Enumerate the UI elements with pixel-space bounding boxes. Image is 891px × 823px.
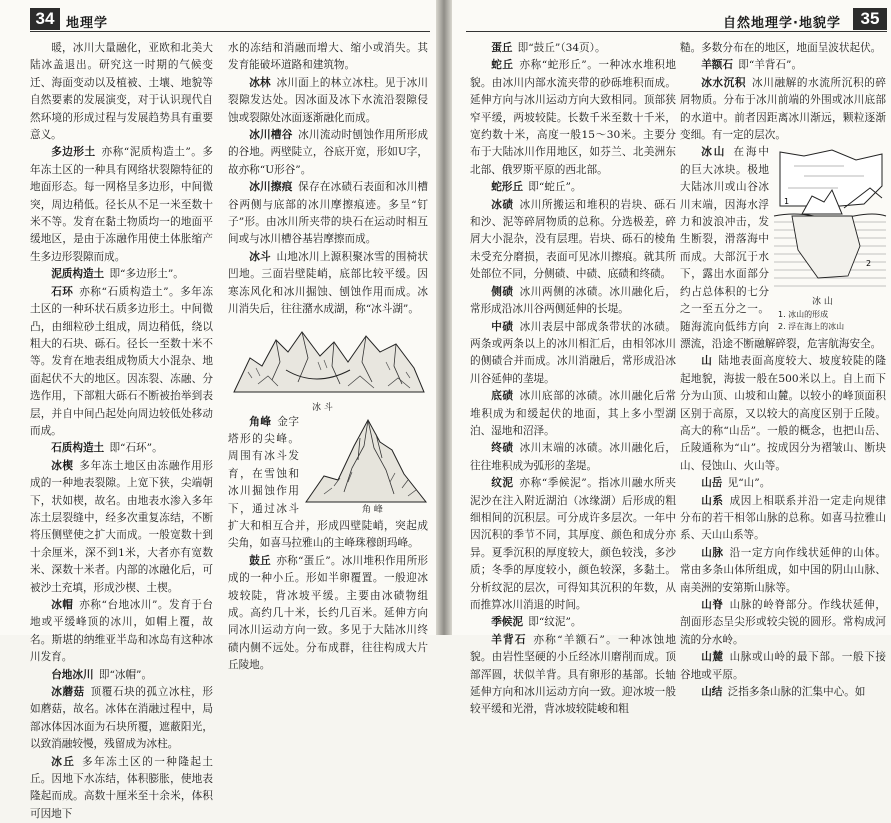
entry-term: 冰碛 — [491, 198, 514, 211]
entry-term: 冰楔 — [51, 459, 74, 472]
horn-illustration — [304, 416, 428, 506]
iceberg-illustration — [774, 146, 886, 292]
entry-definition: 冰川融解的水流所沉积的碎屑物质。分布于冰川前端的外围或冰川底部的水道中。前者因距离冰川渐远，颗粒逐渐变细。有一定的层次。 — [680, 76, 887, 142]
left-page — [0, 0, 436, 820]
cirque-figure — [228, 322, 428, 414]
figure-caption: 冰 斗 — [312, 402, 333, 413]
glossary-entry — [680, 493, 886, 545]
entry-definition: 即“纹泥”。 — [528, 616, 582, 629]
entry-definition: 冰川所搬运和堆积的岩块、砾石和沙、泥等碎屑物质的总称。分选极差，碎屑大小混杂，没有层理。岩块、砾石的棱角未受充分磨损，表面可见冰川擦痕。就其所处部位不同，分侧碛、中碛、底碛和终碛。 — [470, 198, 677, 281]
entry-term: 台地冰川 — [51, 668, 94, 681]
entry-definition: 即“冰帽”。 — [98, 668, 153, 681]
entry-term: 山麓 — [701, 651, 724, 664]
column-1 — [30, 40, 214, 820]
entry-term: 冰川擦痕 — [249, 181, 293, 194]
entry-term: 山岳 — [701, 477, 723, 490]
entry-definition: 山脉的岭脊部分。作线状延伸，剖面形态呈尖形或较尖锐的圆形。常构成河流的分水岭。 — [680, 599, 887, 646]
entry-term: 山 — [701, 355, 713, 368]
glossary-entry — [470, 57, 676, 179]
column-3 — [470, 40, 677, 716]
entry-term: 山脊 — [701, 599, 724, 611]
header-rule — [30, 31, 430, 32]
entry-term: 侧碛 — [491, 285, 514, 298]
glossary-entry — [228, 179, 428, 249]
entry-term: 石环 — [51, 285, 74, 298]
entry-definition: 冰川面上的林立冰柱。见于冰川裂隙发达处。因冰面及冰下水流沿裂隙侵蚀或裂隙处冰面逐渐融化而成。 — [228, 76, 429, 124]
entry-definition: 亦称“蛋丘”。冰川堆积作用所形成的一种小丘。形如半卵覆置。一般迎冰坡较陡，背冰坡平缓。主要由冰碛物组成。高约几十米，长约几百米。延伸方向同冰川运动方向一致。多见于大陆冰川终碛内侧不远处。分布成群，往往构成大片丘陵地。 — [228, 554, 428, 672]
glossary-entry — [470, 475, 676, 614]
entry-definition: 亦称“石质构造土”。多年冻土区的一种环状石质多边形土。中间微凸，由细粒砂土组成，周边稍低，绕以粗大的石块、砾石。径长一至数十米不等。发育在地表组成物质大小混杂、地面起伏不大的地区。因冻裂、冻融、分选作用，下部粗大砾石不断被抬举到表层，并自中间凸起处向周边较低处移动而成。 — [30, 285, 213, 437]
glossary-entry — [470, 179, 676, 196]
entry-term: 石质构造土 — [51, 442, 105, 455]
entries — [228, 40, 428, 319]
entry-definition: 即“石环”。 — [109, 442, 163, 455]
book-gutter — [436, 0, 452, 635]
glossary-entry — [30, 144, 213, 266]
glossary-entry — [680, 75, 886, 145]
glossary-entry — [228, 127, 428, 179]
glossary-entry — [470, 197, 676, 284]
glossary-entry — [680, 475, 886, 492]
glossary-entry — [30, 440, 213, 457]
glossary-entry — [30, 458, 213, 597]
glossary-entry — [30, 40, 213, 144]
figure-caption: 冰 山 — [812, 297, 833, 308]
running-title: 自然地理学·地貌学 — [723, 16, 841, 31]
entry-term: 蛇丘 — [491, 59, 514, 72]
entry-term: 冰蘑菇 — [51, 686, 85, 699]
glossary-entry — [680, 57, 886, 74]
entry-definition: 顶覆石块的孤立冰柱，形如蘑菇，故名。冰体在消融过程中，局部冰体因冰面为石块所覆，遮蔽阳光，以致消融较慢，残留成为冰柱。 — [30, 686, 214, 751]
glossary-entry — [228, 249, 428, 319]
glossary-entry — [470, 40, 676, 57]
page-number: 34 — [30, 8, 60, 30]
entry-definition: 冰川流动时刨蚀作用所形成的谷地。两壁陡立，谷底开宽，形如U字，故亦称“U形谷”。 — [228, 129, 429, 176]
glossary-entry — [470, 614, 676, 631]
entry-term: 角峰 — [249, 415, 272, 428]
entry-definition: 即“鼓丘”（34页）。 — [517, 42, 606, 54]
glossary-entry — [30, 266, 213, 283]
cirque-illustration — [228, 322, 428, 400]
entry-definition: 暖，冰川大量融化，亚欧和北美大陆冰盖退出。研究这一时期的气候变迁、海面变动以及植被、土壤、地貌等自然要素的发展演变，对于认识现代自然环境的形成过程与发展趋势具有重要意义。 — [30, 42, 213, 142]
glossary-entry — [30, 284, 213, 441]
figure-legend: 2. 浮在海上的冰山 — [778, 322, 845, 332]
entry-term: 终碛 — [491, 442, 514, 455]
entries — [680, 40, 886, 144]
entry-term: 纹泥 — [491, 477, 514, 490]
entries — [30, 40, 213, 823]
entry-definition: 即“蛇丘”。 — [528, 181, 582, 194]
entry-term: 鼓丘 — [249, 554, 271, 567]
entry-definition: 亦称“季候泥”。指冰川融水所夹泥沙在注入附近湖泊（冰缘湖）后形成的粗细相间的沉积层。可分成许多层次。一年中因沉积的季节不同，其厚度、颜色和成分亦异。夏季沉积的厚度较大，颜色较浅，多沙质；冬季的厚度较小，颜色较深，多黏土。分析纹泥的层次，可得知其沉积的年数，从而推算冰川消退的时间。 — [470, 477, 676, 611]
glossary-entry — [680, 353, 886, 475]
entry-term: 泥质构造土 — [51, 268, 105, 281]
entry-definition: 亦称“泥质构造土”。多年冻土区的一种具有网络状裂隙特征的地面形态。每一网格呈多边形，中间微突，周边稍低。径长从不足一米至数十米不等。发育在黏土物质均一的地面平缓地区，是由于冻融作用使土体胀缩产生多边形裂隙而成。 — [30, 146, 213, 263]
entry-term: 底碛 — [491, 390, 514, 403]
entry-term: 冰斗 — [249, 250, 271, 263]
entry-definition: 金字塔形的尖峰。周围有冰斗发育，在雪蚀和冰川掘蚀作用下，通过冰斗扩大和相互合并，形成四壁陡峭，突起成尖角，如喜马拉雅山的主峰珠穆朗玛峰。 — [228, 415, 428, 550]
entry-definition: 亦称“台地冰川”。发育于台地或平缓峰顶的冰川，如帽上覆，故名。斯堪的纳维亚半岛和冰岛有这种冰川发育。 — [30, 599, 213, 664]
entry-term: 冰山 — [701, 146, 727, 159]
entry-term: 冰川槽谷 — [249, 129, 293, 142]
glossary-entry — [30, 597, 213, 667]
entry-term: 中碛 — [491, 320, 514, 333]
entry-term: 山脉 — [701, 546, 724, 559]
entry-term: 冰丘 — [51, 755, 76, 768]
figure-marker: 2 — [866, 259, 872, 269]
running-title: 地理学 — [66, 16, 109, 31]
horn-figure — [304, 416, 428, 518]
entry-definition: 山地冰川上源积聚冰雪的围椅状凹地。三面岩壁陡峭，底部比较平缓。因寒冻风化和冰川掘蚀、刨蚀作用而成。冰川消失后，往往潴水成湖，称“冰斗湖”。 — [228, 250, 429, 316]
entry-definition: 冰川末端的冰碛。冰川融化后，往往堆积成为弧形的垄堤。 — [470, 442, 677, 472]
glossary-entry — [680, 597, 886, 649]
glossary-entry — [470, 319, 676, 389]
column-4 — [680, 40, 887, 699]
entry-term: 冰林 — [249, 76, 271, 89]
page-number: 35 — [853, 8, 887, 30]
horn-entry-block — [228, 414, 428, 553]
entry-term: 冰水沉积 — [701, 76, 747, 89]
glossary-entry — [470, 632, 676, 719]
iceberg-entry-block — [680, 144, 886, 353]
glossary-entry — [228, 75, 428, 127]
header-rule — [466, 31, 887, 32]
column-2 — [228, 40, 429, 672]
iceberg-figure — [774, 146, 886, 332]
entry-definition: 糙。多数分布在的地区，地面呈波状起伏。 — [680, 42, 882, 54]
entry-definition: 泛指多条山脉的汇集中心。如 — [727, 686, 866, 699]
glossary-entry — [30, 667, 213, 684]
entry-term: 羊额石 — [701, 59, 733, 72]
glossary-entry — [30, 684, 213, 754]
entry-definition: 沿一定方向作线状延伸的山体。常由多条山体所组成，如中国的阴山山脉、南美洲的安第斯山脉等。 — [680, 546, 887, 594]
glossary-entry — [680, 649, 886, 684]
entry-definition: 陆地表面高度较大、坡度较陡的隆起地貌，海拔一般在500米以上。自上而下分为山顶、山坡和山麓。以较小的峰顶面积区别于高原，又以较大的高度区别于丘陵。高大的称“山岳”。一般的概念，也把山岳、丘陵通称为“山”。按成因分为褶皱山、断块山、侵蚀山、火山等。 — [680, 355, 887, 472]
entry-term: 季候泥 — [491, 616, 523, 629]
glossary-entry — [680, 545, 886, 597]
figure-legend: 1. 冰山的形成 — [778, 310, 829, 320]
entries — [470, 40, 676, 719]
entry-term: 冰帽 — [51, 599, 74, 611]
glossary-entry — [680, 684, 886, 701]
entry-definition: 在海中的巨大冰块。极地大陆冰川或山谷冰川末端，因海水浮力和波浪冲击，发生断裂，滑落海中而成。大部沉于水下，露出水面部分约占总体积的七分之一至五分之一。随海流向低纬方向漂流，沿途不断融解碎裂，危害航海安全。 — [680, 146, 882, 350]
glossary-entry — [228, 40, 428, 75]
figure-marker: 1 — [784, 197, 790, 207]
glossary-entry — [30, 754, 213, 823]
entry-definition: 冰川底部的冰碛。冰川融化后常堆积成为和缓起伏的地面，其上多小型湖泊、湿地和沼泽。 — [470, 390, 677, 437]
entry-definition: 即“多边形土”。 — [109, 268, 184, 281]
entry-definition: 多年冻土区的一种隆起土丘。因地下水冻结，体积膨胀，使地表隆起而成。高数十厘米至十余米，体积可因地下 — [30, 755, 214, 820]
entry-definition: 冰川表层中部成条带状的冰碛。两条或两条以上的冰川相汇后，由相邻冰川的侧碛合并而成。冰川消融后，常形成沿冰川谷延伸的垄堤。 — [470, 320, 677, 385]
entry-definition: 见“山”。 — [727, 477, 771, 490]
glossary-entry — [680, 40, 886, 57]
entry-term: 山系 — [701, 494, 724, 507]
entries — [228, 553, 428, 675]
entry-definition: 即“羊背石”。 — [738, 59, 803, 72]
glossary-entry — [470, 284, 676, 319]
glossary-entry — [228, 553, 428, 675]
glossary-entry — [470, 388, 676, 440]
entry-definition: 冰川两侧的冰碛。冰川融化后，常形成沿冰川谷两侧延伸的长堤。 — [470, 285, 677, 316]
entry-term: 蛇形丘 — [491, 181, 523, 194]
entry-definition: 亦称“羊额石”。一种冰蚀地貌。由岩性坚硬的小丘经冰川磨削而成。顶部浑圆，状似羊背。具有卵形的基部。长轴延伸方向和冰川运动方向一致。迎冰坡一般较平缓和光滑，背冰坡较陡峻和粗 — [470, 633, 676, 716]
entry-definition: 成因上相联系并沿一定走向规律分布的若干相邻山脉的总称。如喜马拉雅山系、天山山系等。 — [680, 494, 887, 542]
figure-caption: 角 峰 — [362, 504, 383, 515]
entry-definition: 多年冻土地区由冻融作用形成的一种地表裂隙。上宽下狭，尖端朝下，状如楔，故名。由地表水渗入多年冻土层裂缝中，经多次重复冻结，不断将压侧壁使之扩大而成。一般宽数十到十余厘米，深不到1米，大者亦有宽数米、深数十米者。内部的冰融化后，可被沙土充填，形成沙楔、土楔。 — [30, 459, 213, 594]
entry-definition: 保存在冰碛石表面和冰川槽谷两侧与底部的冰川摩擦痕迹。多呈“钉子”形。由冰川所夹带的块石在运动时相互间或与冰川槽谷基岩摩擦而成。 — [228, 181, 429, 246]
entry-definition: 亦称“蛇形丘”。一种冰水堆积地貌。由冰川内部水流夹带的砂砾堆积而成。延伸方向与冰川运动方向大致相同。顶部狭窄平缓，两坡较陡。长数千米至数十千米，宽约数十米，高度一般15～30米。主要分布于大陆冰川作用地区，如芬兰、北美洲东北部、俄罗斯平原的西北部。 — [470, 59, 676, 176]
entry-term: 多边形土 — [51, 146, 96, 159]
entry-term: 山结 — [701, 686, 723, 699]
entries — [680, 353, 886, 701]
right-page — [452, 0, 891, 716]
entry-term: 蛋丘 — [491, 42, 513, 54]
entry-definition: 水的冻结和消融而增大、缩小或消失。其发育能破坏道路和建筑物。 — [228, 42, 428, 72]
entry-term: 羊背石 — [491, 633, 527, 646]
entry-definition: 山脉或山岭的最下部。一般下接谷地或平原。 — [680, 651, 887, 681]
glossary-entry — [470, 440, 676, 475]
